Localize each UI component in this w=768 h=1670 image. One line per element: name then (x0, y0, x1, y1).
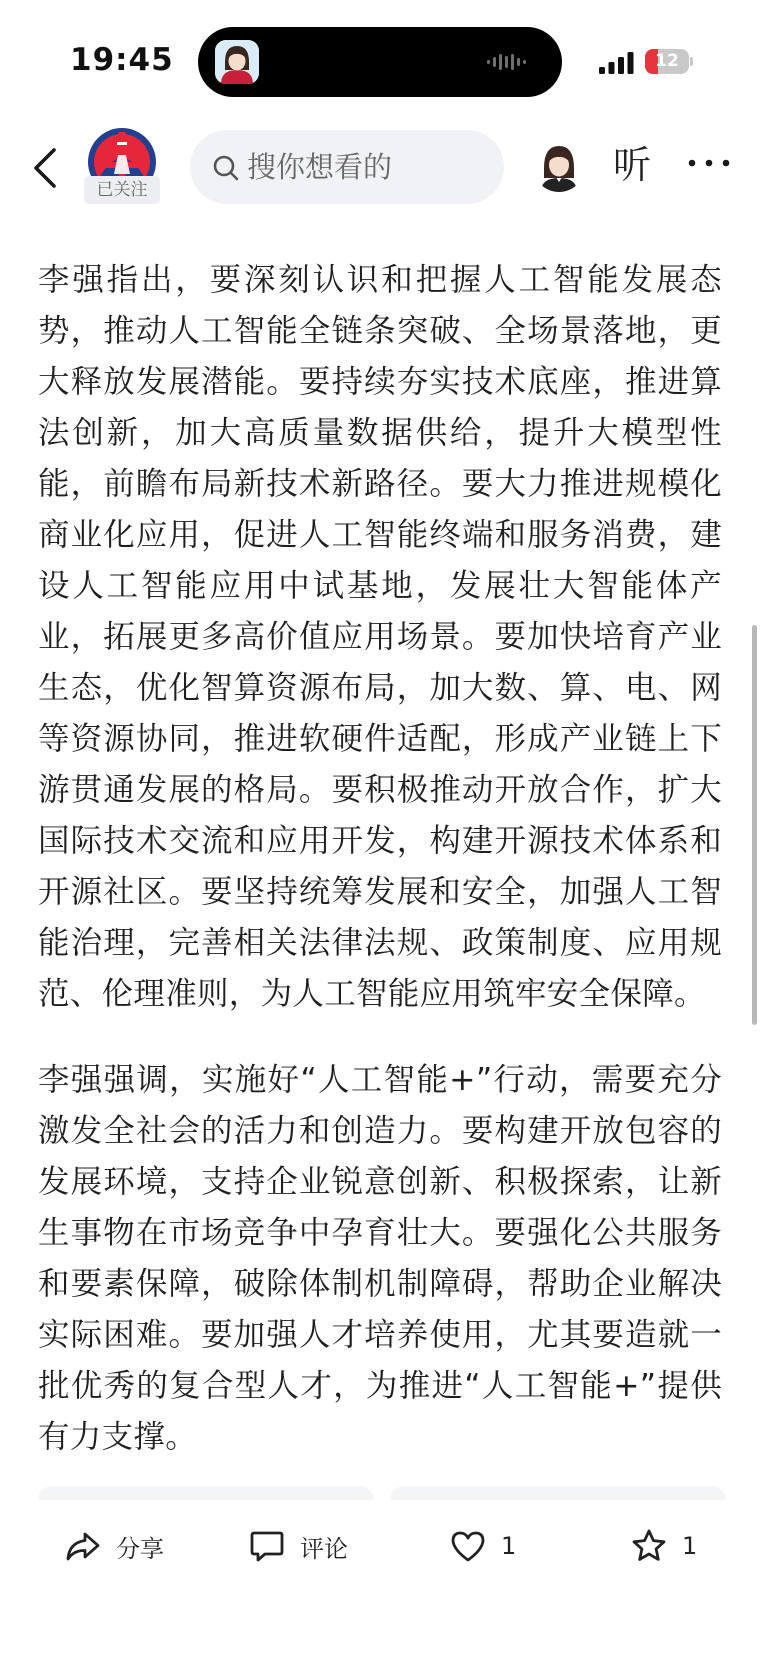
search-icon (212, 154, 240, 182)
like-button[interactable] (449, 1518, 516, 1574)
share-button[interactable] (64, 1518, 164, 1574)
comment-label: 评论 (300, 1534, 348, 1563)
status-bar (0, 0, 768, 118)
search-input[interactable] (190, 130, 504, 204)
article-paragraph: 李强强调，实施好“人工智能+”行动，需要充分激发全社会的活力和创造力。要构建开放包容的发展环境，支持企业锐意创新、积极探索，让新生事物在市场竞争中孕育壮大。要强化公共服务和要素保障，破除体制机制障碍，帮助企业解决实际困难。要加强人才培养使用，尤其要造就一批优秀的复合型人才，为推进“人工智能+”提供有力支撑。 (38, 1062, 722, 1455)
bottom-action-bar (0, 1500, 768, 1670)
battery-icon (645, 49, 693, 74)
favorite-count: 1 (682, 1532, 698, 1560)
search-placeholder: 搜你想看的 (247, 150, 393, 184)
article-body (38, 255, 722, 1463)
chevron-left-icon[interactable] (26, 144, 66, 192)
article-paragraph: 李强指出，要深刻认识和把握人工智能发展态势，推动人工智能全链条突破、全场景落地，更大释放发展潜能。要持续夯实技术底座，推进算法创新，加大高质量数据供给，提升大模型性能，前瞻布局新技术新路径。要大力推进规模化商业化应用，促进人工智能终端和服务消费，建设人工智能应用中试基地，发展壮大智能体产业，拓展更多高价值应用场景。要加快培育产业生态，优化智算资源布局，加大数、算、电、网等资源协同，推进软硬件适配，形成产业链上下游贯通发展的格局。要积极推动开放合作，扩大国际技术交流和应用开发，构建开源技术体系和开源社区。要坚持统筹发展和安全，加强人工智能治理，完善相关法律法规、政策制度、应用规范、伦理准则，为人工智能应用筑牢安全保障。 (38, 262, 722, 1012)
more-dots-icon[interactable] (686, 156, 732, 170)
star-icon (630, 1527, 668, 1565)
share-icon (64, 1527, 102, 1565)
listen-button[interactable]: 听 (613, 143, 652, 187)
share-label: 分享 (116, 1534, 164, 1563)
listen-avatar-icon[interactable] (533, 140, 585, 192)
top-nav-bar (0, 118, 768, 222)
island-avatar-icon (215, 40, 259, 84)
audio-wave-icon (486, 53, 530, 71)
heart-icon (449, 1527, 487, 1565)
cellular-signal-icon (599, 52, 635, 74)
follow-status-badge[interactable]: 已关注 (84, 176, 160, 204)
status-time: 19:45 (70, 42, 174, 78)
favorite-button[interactable] (630, 1518, 697, 1574)
comment-button[interactable] (248, 1518, 348, 1574)
comment-icon (248, 1527, 286, 1565)
battery-level-text: 12 (655, 51, 679, 71)
dynamic-island[interactable] (198, 27, 562, 97)
like-count: 1 (501, 1532, 517, 1560)
scroll-indicator[interactable] (752, 625, 757, 1025)
